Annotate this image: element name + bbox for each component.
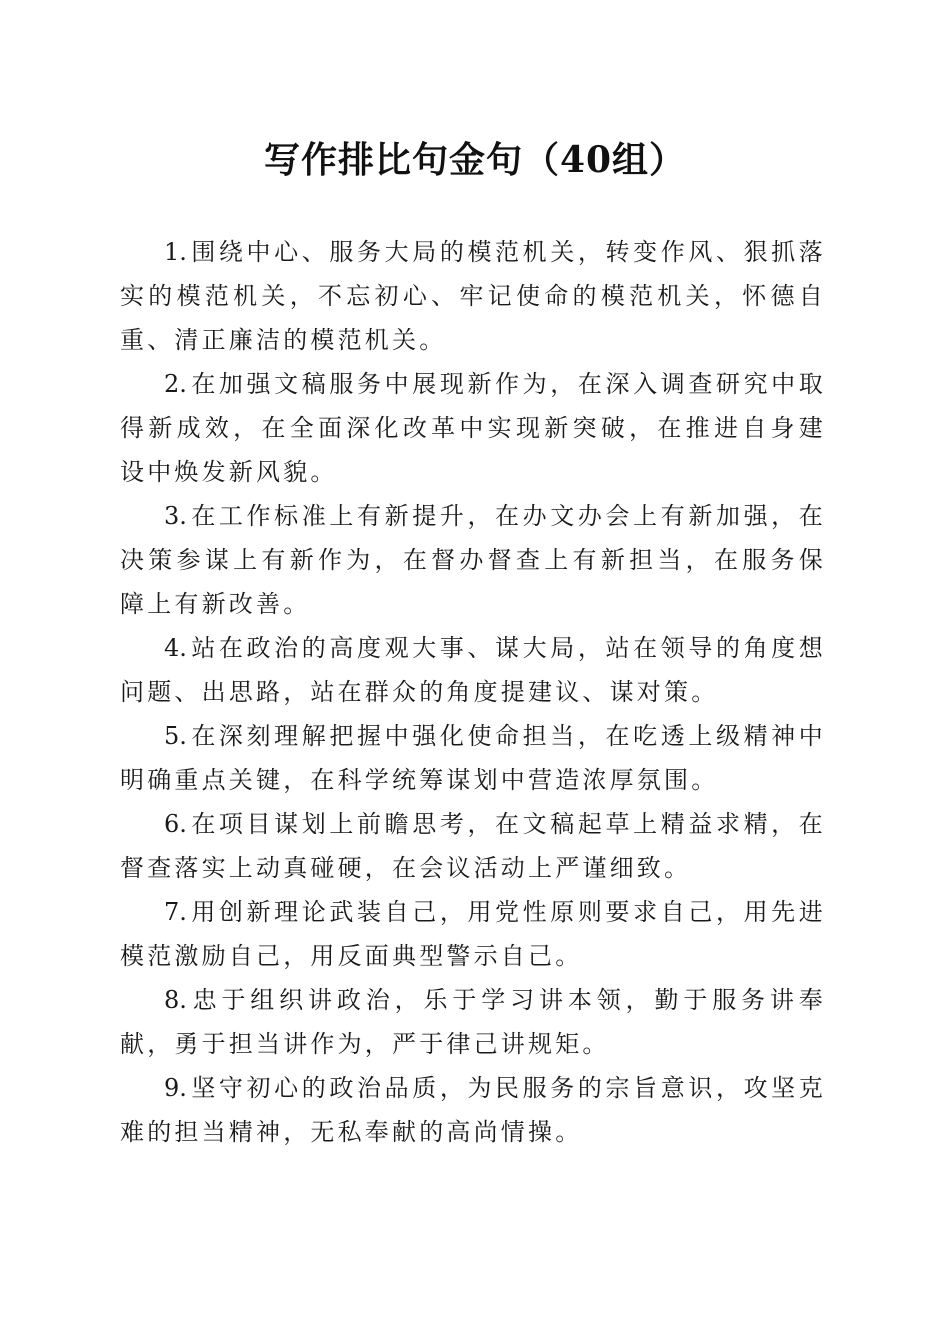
item-number: 9.	[164, 1074, 187, 1102]
list-item	[120, 714, 826, 802]
item-text: 在加强文稿服务中展现新作为，在深入调查研究中取得新成效，在全面深化改革中实现新突破，在推进自身建设中焕发新风貌。	[120, 370, 826, 486]
item-text: 在项目谋划上前瞻思考，在文稿起草上精益求精，在督查落实上动真碰硬，在会议活动上严谨细致。	[120, 810, 826, 882]
item-number: 6.	[164, 810, 187, 838]
item-text: 用创新理论武装自己，用党性原则要求自己，用先进模范激励自己，用反面典型警示自己。	[120, 898, 826, 970]
item-number: 5.	[164, 722, 187, 750]
item-number: 1.	[164, 238, 187, 266]
list-item	[120, 494, 826, 626]
document-body	[120, 230, 826, 1154]
list-item	[120, 1066, 826, 1154]
item-text: 坚守初心的政治品质，为民服务的宗旨意识，攻坚克难的担当精神，无私奉献的高尚情操。	[120, 1074, 826, 1146]
item-text: 站在政治的高度观大事、谋大局，站在领导的角度想问题、出思路，站在群众的角度提建议、谋对策。	[120, 634, 826, 706]
list-item	[120, 890, 826, 978]
item-number: 8.	[164, 986, 187, 1014]
item-number: 3.	[164, 502, 187, 530]
list-item	[120, 230, 826, 362]
item-number: 2.	[164, 370, 187, 398]
item-text: 围绕中心、服务大局的模范机关，转变作风、狠抓落实的模范机关，不忘初心、牢记使命的模范机关，怀德自重、清正廉洁的模范机关。	[120, 238, 826, 354]
document-title: 写作排比句金句（40组）	[263, 139, 687, 181]
item-number: 7.	[164, 898, 187, 926]
item-number: 4.	[164, 634, 187, 662]
list-item	[120, 802, 826, 890]
list-item	[120, 978, 826, 1066]
list-item	[120, 626, 826, 714]
item-text: 在工作标准上有新提升，在办文办会上有新加强，在决策参谋上有新作为，在督办督查上有新担当，在服务保障上有新改善。	[120, 502, 826, 618]
item-text: 在深刻理解把握中强化使命担当，在吃透上级精神中明确重点关键，在科学统筹谋划中营造浓厚氛围。	[120, 722, 826, 794]
item-text: 忠于组织讲政治，乐于学习讲本领，勤于服务讲奉献，勇于担当讲作为，严于律己讲规矩。	[120, 986, 826, 1058]
list-item	[120, 362, 826, 494]
